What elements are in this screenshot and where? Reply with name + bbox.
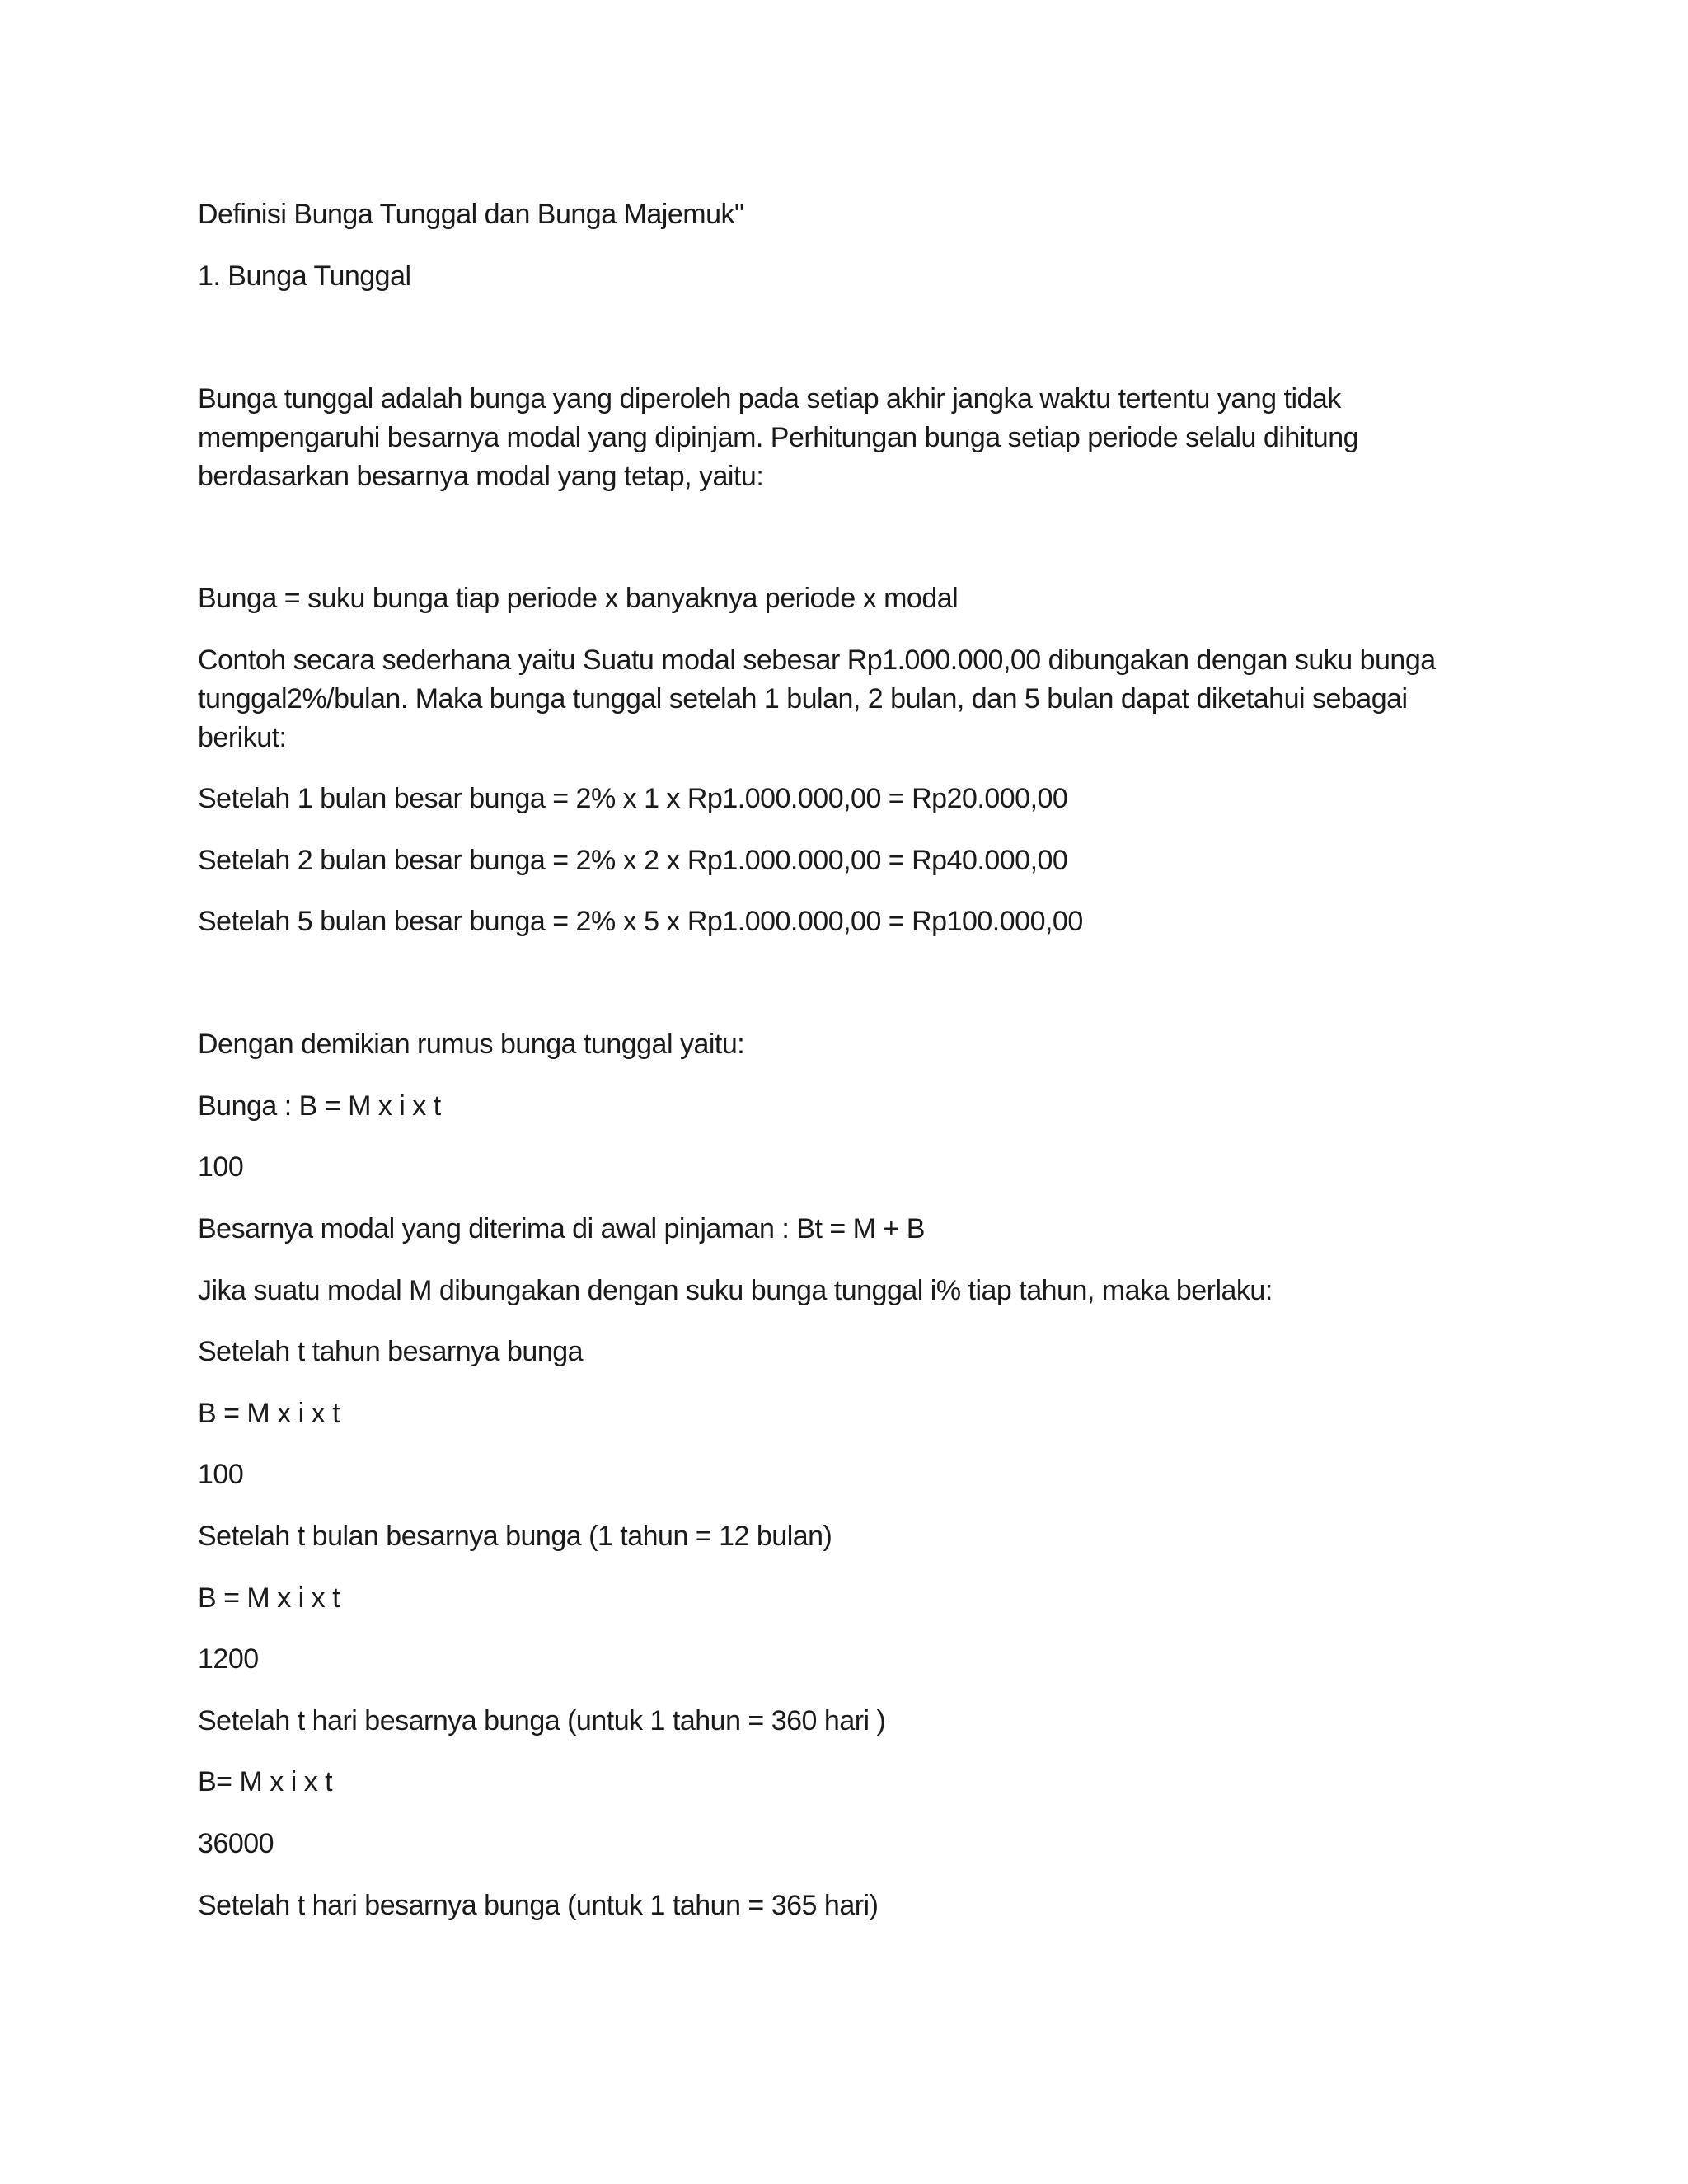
tahun-denominator: 100 bbox=[198, 1459, 244, 1490]
intro-line-1: Bunga tunggal adalah bunga yang diperoleh pada setiap akhir jangka waktu tertentu yang tidak bbox=[198, 383, 1341, 415]
bulan-denominator: 1200 bbox=[198, 1643, 259, 1675]
example-line-1: Contoh secara sederhana yaitu Suatu modal sebesar Rp1.000.000,00 dibungakan dengan suku bunga bbox=[198, 644, 1436, 676]
bulan-formula: B = M x i x t bbox=[198, 1582, 340, 1614]
document-title: Definisi Bunga Tunggal dan Bunga Majemuk" bbox=[198, 199, 744, 230]
hari365-heading: Setelah t hari besarnya bunga (untuk 1 tahun = 365 hari) bbox=[198, 1890, 879, 1921]
tahun-heading: Setelah t tahun besarnya bunga bbox=[198, 1336, 584, 1367]
jika-modal-text: Jika suatu modal M dibungakan dengan suku bunga tunggal i% tiap tahun, maka berlaku: bbox=[198, 1275, 1273, 1306]
hari360-formula: B= M x i x t bbox=[198, 1766, 333, 1797]
modal-awal-text: Besarnya modal yang diterima di awal pinjaman : Bt = M + B bbox=[198, 1213, 925, 1244]
calculation-2: Setelah 2 bulan besar bunga = 2% x 2 x Rp1.000.000,00 = Rp40.000,00 bbox=[198, 845, 1068, 876]
section-heading: 1. Bunga Tunggal bbox=[198, 260, 411, 292]
intro-line-2: mempengaruhi besarnya modal yang dipinjam. Perhitungan bunga setiap periode selalu dihitung bbox=[198, 422, 1359, 453]
example-line-3: berikut: bbox=[198, 722, 287, 753]
hari360-denominator: 36000 bbox=[198, 1828, 274, 1859]
formula-text: Bunga = suku bunga tiap periode x banyaknya periode x modal bbox=[198, 583, 959, 614]
bulan-heading: Setelah t bulan besarnya bunga (1 tahun = 12 bulan) bbox=[198, 1521, 832, 1552]
hari360-heading: Setelah t hari besarnya bunga (untuk 1 tahun = 360 hari ) bbox=[198, 1705, 886, 1736]
calculation-5: Setelah 5 bulan besar bunga = 2% x 5 x Rp1.000.000,00 = Rp100.000,00 bbox=[198, 906, 1083, 937]
rumus-bunga-denominator: 100 bbox=[198, 1151, 244, 1183]
rumus-bunga: Bunga : B = M x i x t bbox=[198, 1090, 441, 1122]
calculation-1: Setelah 1 bulan besar bunga = 2% x 1 x Rp1.000.000,00 = Rp20.000,00 bbox=[198, 783, 1068, 814]
example-line-2: tunggal2%/bulan. Maka bunga tunggal setelah 1 bulan, 2 bulan, dan 5 bulan dapat diketahui sebagai bbox=[198, 683, 1408, 715]
tahun-formula: B = M x i x t bbox=[198, 1398, 340, 1429]
intro-line-3: berdasarkan besarnya modal yang tetap, yaitu: bbox=[198, 461, 764, 492]
conclusion-text: Dengan demikian rumus bunga tunggal yaitu: bbox=[198, 1029, 745, 1060]
